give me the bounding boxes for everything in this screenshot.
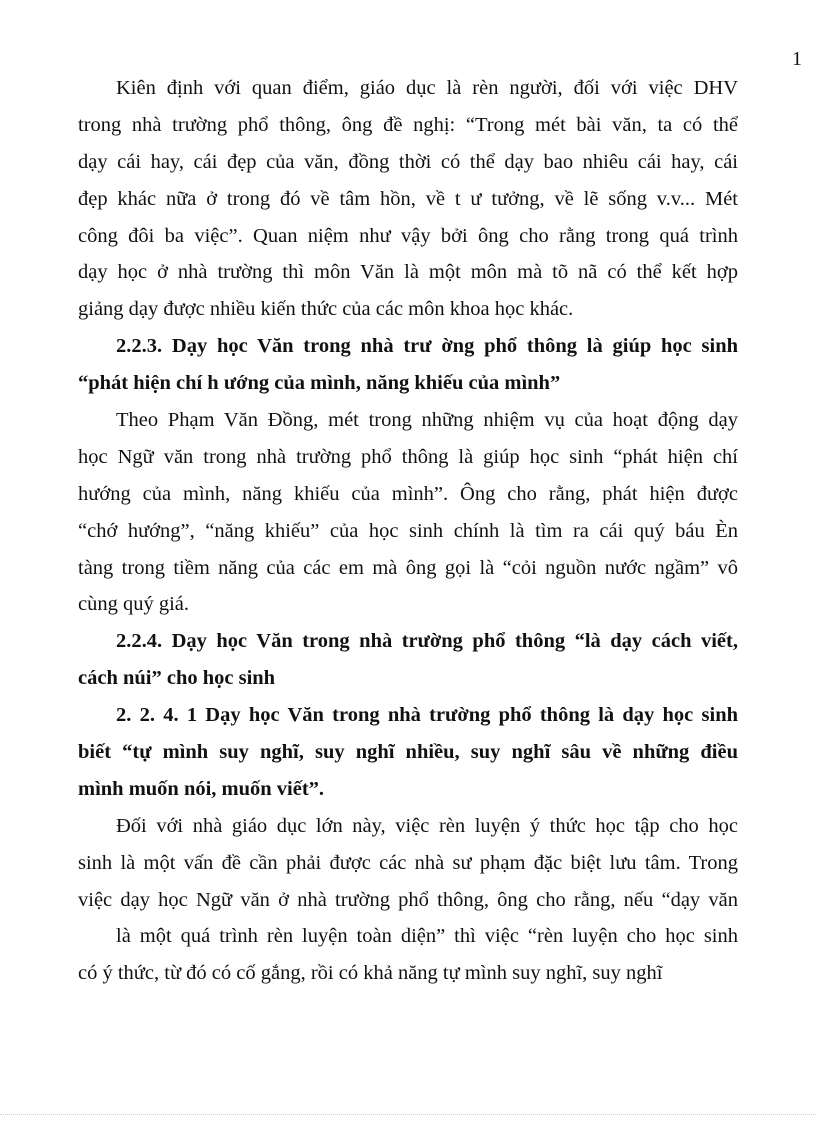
text-line: có ý thức, từ đó có cố gắng, rồi có khả năng tự mình suy nghĩ, suy nghĩ xyxy=(78,962,663,985)
text-line: trong nhà trường phổ thông, ông đề nghị: “Trong mét bài văn, ta có thể xyxy=(78,113,738,136)
page-number: 1 xyxy=(792,48,802,70)
text-line: học Ngữ văn trong nhà trường phổ thông là giúp học sinh “phát hiện chí xyxy=(78,445,738,468)
paragraph-3 xyxy=(78,808,738,992)
text-line: giảng dạy được nhiều kiến thức của các môn khoa học khác. xyxy=(78,298,574,321)
heading-line: 2. 2. 4. 1 Dạy học Văn trong nhà trường phổ thông là dạy học sinh xyxy=(116,704,738,727)
section-heading-2-2-4 xyxy=(78,623,738,697)
text-line: hướng của mình, năng khiếu của mình”. Ông cho rằng, phát hiện được xyxy=(78,482,738,505)
text-line: đẹp khác nữa ở trong đó về tâm hồn, về t ư tưởng, về lẽ sống v.v... Mét xyxy=(78,187,738,210)
text-line: sinh là một vấn đề cần phải được các nhà sư phạm đặc biệt lưu tâm. Trong xyxy=(78,851,738,874)
text-line: Theo Phạm Văn Đồng, mét trong những nhiệm vụ của hoạt động dạy xyxy=(116,409,738,432)
document-body xyxy=(78,70,738,992)
heading-line: 2.2.3. Dạy học Văn trong nhà trư ờng phổ thông là giúp học sinh xyxy=(116,335,738,358)
text-line: Kiên định với quan điểm, giáo dục là rèn người, đối với việc DHV xyxy=(116,77,738,99)
paragraph-1 xyxy=(78,70,738,328)
text-line: tàng trong tiềm năng của các em mà ông gọi là “cỏi nguồn nước ngầm” vô xyxy=(78,556,738,579)
text-line: “chớ hướng”, “năng khiếu” của học sinh chính là tìm ra cái quý báu Èn xyxy=(78,519,738,542)
paragraph-2 xyxy=(78,402,738,623)
section-heading-2-2-4-1 xyxy=(78,697,738,808)
text-line: dạy cái hay, cái đẹp của văn, đồng thời có thể dạy bao nhiêu cái hay, cái xyxy=(78,150,738,173)
text-line: công đôi ba việc”. Quan niệm như vậy bởi ông cho rằng trong quá trình xyxy=(78,224,738,247)
section-heading-2-2-3 xyxy=(78,328,738,402)
heading-line: 2.2.4. Dạy học Văn trong nhà trường phổ thông “là dạy cách viết, xyxy=(116,630,738,653)
page-bottom-divider xyxy=(0,1114,816,1115)
heading-line: “phát hiện chí h ướng của mình, năng khiếu của mình” xyxy=(78,372,561,395)
heading-line: cách núi” cho học sinh xyxy=(78,667,276,690)
text-line: cùng quý giá. xyxy=(78,593,190,616)
heading-line: biết “tự mình suy nghĩ, suy nghĩ nhiều, suy nghĩ sâu về những điều xyxy=(78,741,738,764)
text-line: dạy học ở nhà trường thì môn Văn là một môn mà tõ nã có thể kết hợp xyxy=(78,261,738,284)
text-line: việc dạy học Ngữ văn ở nhà trường phổ thông, ông cho rằng, nếu “dạy văn xyxy=(78,888,738,911)
text-line: Đối với nhà giáo dục lớn này, việc rèn luyện ý thức học tập cho học xyxy=(116,814,738,837)
text-line: là một quá trình rèn luyện toàn diện” thì việc “rèn luyện cho học sinh xyxy=(116,925,738,948)
heading-line: mình muốn nói, muốn viết”. xyxy=(78,777,325,800)
